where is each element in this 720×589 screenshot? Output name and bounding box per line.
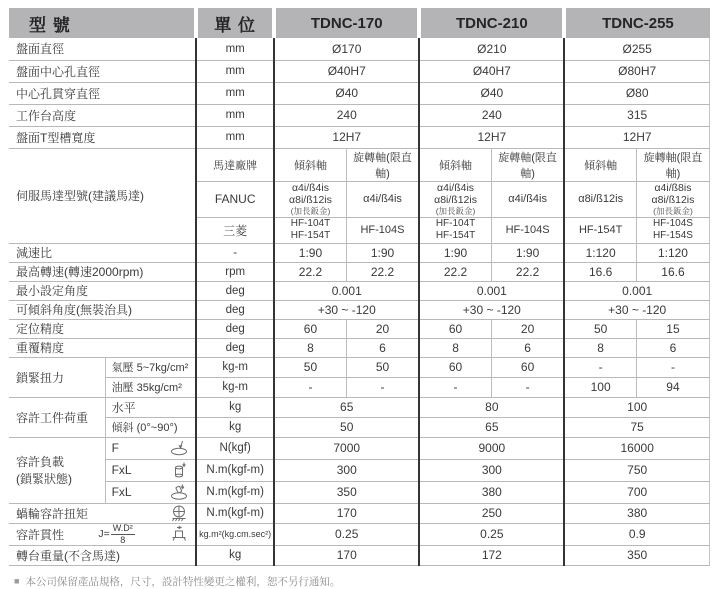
cell-value: HF-104S HF-154S bbox=[636, 217, 709, 243]
cell-value: - bbox=[346, 377, 419, 397]
cell-value: Ø40H7 bbox=[274, 60, 419, 82]
unit-cell: N.m(kgf-m) bbox=[196, 481, 274, 503]
table-row bbox=[9, 377, 710, 397]
cell-value: 16.6 bbox=[636, 262, 709, 281]
cell-value: 750 bbox=[564, 459, 709, 481]
cell-value: 250 bbox=[419, 503, 564, 523]
cell-value: 75 bbox=[564, 417, 709, 437]
cell-value: 8 bbox=[274, 338, 346, 357]
row-label: 最高轉速(轉速2000rpm) bbox=[9, 262, 196, 281]
cell-value: 6 bbox=[636, 338, 709, 357]
cell-value: 172 bbox=[419, 545, 564, 565]
row-label: 鎖緊扭力 bbox=[9, 357, 105, 397]
cell-value: Ø80H7 bbox=[564, 60, 709, 82]
table-row bbox=[9, 262, 710, 281]
cell-value: 350 bbox=[274, 481, 419, 503]
sub-label: 氣壓 5~7kg/cm² bbox=[105, 357, 196, 377]
unit-cell: kg-m bbox=[196, 357, 274, 377]
cell-value: 65 bbox=[274, 397, 419, 417]
cell-value: 315 bbox=[564, 104, 709, 126]
cell-value: HF-154T bbox=[564, 217, 636, 243]
motor-axis-header-row bbox=[9, 148, 710, 181]
table-row bbox=[9, 82, 710, 104]
table-row bbox=[9, 417, 710, 437]
cell-value: 300 bbox=[419, 459, 564, 481]
cell-value: 8 bbox=[564, 338, 636, 357]
table-row bbox=[9, 319, 710, 338]
cell-value: 240 bbox=[419, 104, 564, 126]
cell-value: 50 bbox=[346, 357, 419, 377]
cell-value: 380 bbox=[419, 481, 564, 503]
cell-value: +30 ~ -120 bbox=[274, 300, 419, 319]
row-label: 減速比 bbox=[9, 243, 196, 262]
cell-value: 16.6 bbox=[564, 262, 636, 281]
cell-value: 20 bbox=[346, 319, 419, 338]
cell-value: HF-104T HF-154T bbox=[419, 217, 491, 243]
cell-value: 60 bbox=[274, 319, 346, 338]
row-label: 盤面直徑 bbox=[9, 38, 196, 60]
axis-header-rotary: 旋轉軸(限直軸) bbox=[346, 148, 419, 181]
axis-header-rotary: 旋轉軸(限直軸) bbox=[491, 148, 564, 181]
unit-cell: mm bbox=[196, 38, 274, 60]
cell-value: 7000 bbox=[274, 437, 419, 459]
table-row bbox=[9, 357, 710, 377]
table-row bbox=[9, 523, 710, 545]
table-row bbox=[9, 481, 710, 503]
unit-cell: - bbox=[196, 243, 274, 262]
row-label: 可傾斜角度(無裝治具) bbox=[9, 300, 196, 319]
cell-value: 1:90 bbox=[346, 243, 419, 262]
cell-value: 0.25 bbox=[274, 523, 419, 545]
table-row bbox=[9, 38, 710, 60]
cell-value: 6 bbox=[346, 338, 419, 357]
cell-value: 94 bbox=[636, 377, 709, 397]
brand-fanuc: FANUC bbox=[196, 181, 274, 217]
cell-value: 50 bbox=[274, 417, 419, 437]
cell-value: α4i/ß4is α8i/ß12is (加長鈑金) bbox=[419, 181, 491, 217]
cell-value: 60 bbox=[491, 357, 564, 377]
row-label: 中心孔貫穿直徑 bbox=[9, 82, 196, 104]
cell-value: HF-104S bbox=[491, 217, 564, 243]
cell-value: HF-104S bbox=[346, 217, 419, 243]
axis-header-tilt: 傾斜軸 bbox=[564, 148, 636, 181]
model-header-tdnc170: TDNC-170 bbox=[274, 8, 419, 38]
table-row bbox=[9, 545, 710, 565]
row-label: 重覆精度 bbox=[9, 338, 196, 357]
row-label: 容許工件荷重 bbox=[9, 397, 105, 437]
cell-value: +30 ~ -120 bbox=[564, 300, 709, 319]
cell-value: 9000 bbox=[419, 437, 564, 459]
sub-label: FxL bbox=[105, 481, 196, 503]
cell-value: 0.001 bbox=[419, 281, 564, 300]
cell-value: 0.001 bbox=[564, 281, 709, 300]
table-row bbox=[9, 459, 710, 481]
table-row bbox=[9, 104, 710, 126]
cell-value: α4i/ß8is α8i/ß12is (加長鈑金) bbox=[636, 181, 709, 217]
unit-cell: kg bbox=[196, 397, 274, 417]
table-row bbox=[9, 60, 710, 82]
table-row bbox=[9, 397, 710, 417]
cell-value: - bbox=[564, 357, 636, 377]
cell-value: Ø40 bbox=[274, 82, 419, 104]
cell-value: 50 bbox=[564, 319, 636, 338]
cell-value: 0.25 bbox=[419, 523, 564, 545]
cell-value: Ø40H7 bbox=[419, 60, 564, 82]
row-label: 容許負載 (鎖緊狀態) bbox=[9, 437, 105, 503]
cell-value: 1:120 bbox=[636, 243, 709, 262]
cell-value: 8 bbox=[419, 338, 491, 357]
cell-value: 240 bbox=[274, 104, 419, 126]
unit-cell: kg bbox=[196, 417, 274, 437]
row-label: 盤面T型槽寬度 bbox=[9, 126, 196, 148]
cell-value: 170 bbox=[274, 503, 419, 523]
cell-value: 12H7 bbox=[274, 126, 419, 148]
table-row bbox=[9, 281, 710, 300]
cell-value: 50 bbox=[274, 357, 346, 377]
cell-value: 0.001 bbox=[274, 281, 419, 300]
footnote-square-icon: ■ bbox=[14, 576, 20, 586]
sub-label: 水平 bbox=[105, 397, 196, 417]
inertia-formula: J= bbox=[98, 528, 110, 540]
unit-cell: deg bbox=[196, 319, 274, 338]
cell-value: 100 bbox=[564, 397, 709, 417]
cell-value: 0.9 bbox=[564, 523, 709, 545]
row-label: 定位精度 bbox=[9, 319, 196, 338]
cell-value: 6 bbox=[491, 338, 564, 357]
cell-value: 22.2 bbox=[419, 262, 491, 281]
cell-value: 1:120 bbox=[564, 243, 636, 262]
sub-label: F bbox=[105, 437, 196, 459]
unit-column-header: 單 位 bbox=[196, 8, 274, 38]
cell-value: 12H7 bbox=[564, 126, 709, 148]
axis-header-tilt: 傾斜軸 bbox=[274, 148, 346, 181]
cell-value: 22.2 bbox=[346, 262, 419, 281]
footnote-text: 本公司保留產品規格，尺寸，設計特性變更之權利，恕不另行通知。 bbox=[25, 575, 341, 588]
cell-value: Ø210 bbox=[419, 38, 564, 60]
tilted-disc-force-icon bbox=[169, 483, 189, 501]
cell-value: α8i/ß12is bbox=[564, 181, 636, 217]
footnote bbox=[14, 574, 720, 589]
unit-cell: kg-m bbox=[196, 377, 274, 397]
table-row bbox=[9, 437, 710, 459]
unit-cell: mm bbox=[196, 60, 274, 82]
table-row bbox=[9, 338, 710, 357]
unit-cell: mm bbox=[196, 104, 274, 126]
cell-value: 16000 bbox=[564, 437, 709, 459]
unit-cell: N.m(kgf-m) bbox=[196, 503, 274, 523]
unit-cell: N.m(kgf-m) bbox=[196, 459, 274, 481]
unit-cell: mm bbox=[196, 126, 274, 148]
motor-brand-header: 馬達廠牌 bbox=[196, 148, 274, 181]
inertia-formula-fraction: $\frac{\text{W.D²}}{8}$ bbox=[112, 522, 133, 545]
cell-value: 350 bbox=[564, 545, 709, 565]
cell-value: 60 bbox=[419, 319, 491, 338]
table-row bbox=[9, 126, 710, 148]
header-row bbox=[9, 8, 710, 38]
cell-value: 22.2 bbox=[274, 262, 346, 281]
unit-cell: deg bbox=[196, 281, 274, 300]
cell-value: +30 ~ -120 bbox=[419, 300, 564, 319]
unit-cell: kg bbox=[196, 545, 274, 565]
cell-value: 1:90 bbox=[419, 243, 491, 262]
axis-header-tilt: 傾斜軸 bbox=[419, 148, 491, 181]
cell-value: - bbox=[274, 377, 346, 397]
row-label: 伺服馬達型號(建議馬達) bbox=[9, 148, 196, 243]
cell-value: Ø170 bbox=[274, 38, 419, 60]
worm-gear-torque-icon bbox=[169, 504, 189, 522]
sub-label: 傾斜 (0°~90°) bbox=[105, 417, 196, 437]
cell-value: 100 bbox=[564, 377, 636, 397]
unit-cell: rpm bbox=[196, 262, 274, 281]
cell-value: 380 bbox=[564, 503, 709, 523]
cell-value: 15 bbox=[636, 319, 709, 338]
cell-value: 22.2 bbox=[491, 262, 564, 281]
unit-cell: N(kgf) bbox=[196, 437, 274, 459]
table-row bbox=[9, 243, 710, 262]
cell-value: Ø80 bbox=[564, 82, 709, 104]
cell-value: 80 bbox=[419, 397, 564, 417]
spec-table bbox=[9, 8, 710, 566]
cell-value: 1:90 bbox=[491, 243, 564, 262]
sub-label: FxL bbox=[105, 459, 196, 481]
cell-value: 300 bbox=[274, 459, 419, 481]
cell-value: 20 bbox=[491, 319, 564, 338]
cell-value: Ø255 bbox=[564, 38, 709, 60]
model-header-tdnc255: TDNC-255 bbox=[564, 8, 709, 38]
model-column-header: 型 號 bbox=[9, 8, 196, 38]
cell-value: Ø40 bbox=[419, 82, 564, 104]
disc-axial-force-icon bbox=[169, 439, 189, 457]
sub-label: 油壓 35kg/cm² bbox=[105, 377, 196, 397]
cell-value: - bbox=[491, 377, 564, 397]
cell-value: 60 bbox=[419, 357, 491, 377]
workpiece-inertia-icon bbox=[169, 525, 189, 543]
unit-cell: mm bbox=[196, 82, 274, 104]
row-label: 最小設定角度 bbox=[9, 281, 196, 300]
row-label: 容許貫性 J= $\frac{\text{W.D²}}{8}$ bbox=[9, 523, 196, 545]
row-label: 盤面中心孔直徑 bbox=[9, 60, 196, 82]
cell-value: - bbox=[636, 357, 709, 377]
axis-header-rotary: 旋轉軸(限直軸) bbox=[636, 148, 709, 181]
row-label: 工作台高度 bbox=[9, 104, 196, 126]
cell-value: - bbox=[419, 377, 491, 397]
cell-value: 65 bbox=[419, 417, 564, 437]
brand-mitsubishi: 三菱 bbox=[196, 217, 274, 243]
unit-cell: kg.m²(kg.cm.sec²) bbox=[196, 523, 274, 545]
table-row bbox=[9, 503, 710, 523]
cell-value: α4i/ß4is bbox=[346, 181, 419, 217]
row-label: 蝸輪容許扭矩 bbox=[9, 503, 196, 523]
cell-value: α4i/ß4is α8i/ß12is (加長鈑金) bbox=[274, 181, 346, 217]
unit-cell: deg bbox=[196, 300, 274, 319]
cell-value: α4i/ß4is bbox=[491, 181, 564, 217]
unit-cell: deg bbox=[196, 338, 274, 357]
cylinder-side-force-icon bbox=[169, 461, 189, 479]
cell-value: 12H7 bbox=[419, 126, 564, 148]
model-header-tdnc210: TDNC-210 bbox=[419, 8, 564, 38]
cell-value: HF-104T HF-154T bbox=[274, 217, 346, 243]
cell-value: 1:90 bbox=[274, 243, 346, 262]
row-label: 轉台重量(不含馬達) bbox=[9, 545, 196, 565]
table-row bbox=[9, 300, 710, 319]
cell-value: 170 bbox=[274, 545, 419, 565]
cell-value: 700 bbox=[564, 481, 709, 503]
